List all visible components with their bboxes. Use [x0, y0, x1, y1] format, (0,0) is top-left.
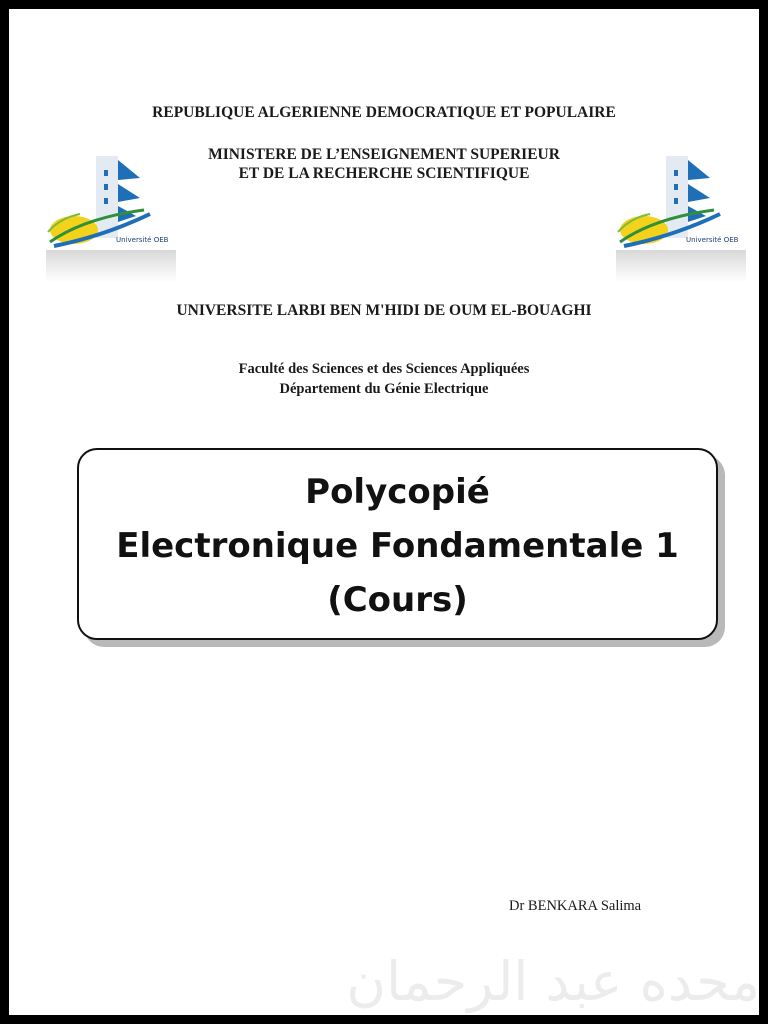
logo-text: Université OEB	[116, 236, 169, 244]
logo-text: Université OEB	[686, 236, 739, 244]
university-logo-left	[44, 150, 179, 285]
university-logo-right	[614, 150, 749, 285]
title-line-cours: (Cours)	[327, 580, 468, 620]
republic-heading: REPUBLIQUE ALGERIENNE DEMOCRATIQUE ET POPULAIRE	[152, 104, 616, 121]
university-name: UNIVERSITE LARBI BEN M'HIDI DE OUM EL-BOUAGHI	[176, 302, 592, 319]
title-line-polycopie: Polycopié	[305, 472, 490, 512]
author-name: Dr BENKARA Salima	[509, 898, 642, 914]
title-line-course-name: Electronique Fondamentale 1	[116, 526, 679, 566]
watermark-text: محده عبد الرحمان	[346, 950, 760, 1013]
ministry-heading-line1: MINISTERE DE L’ENSEIGNEMENT SUPERIEUR	[208, 146, 560, 163]
ministry-heading-line2: ET DE LA RECHERCHE SCIENTIFIQUE	[238, 165, 530, 182]
faculty-name: Faculté des Sciences et des Sciences Appliquées	[238, 361, 530, 377]
department-name: Département du Génie Electrique	[279, 381, 489, 397]
